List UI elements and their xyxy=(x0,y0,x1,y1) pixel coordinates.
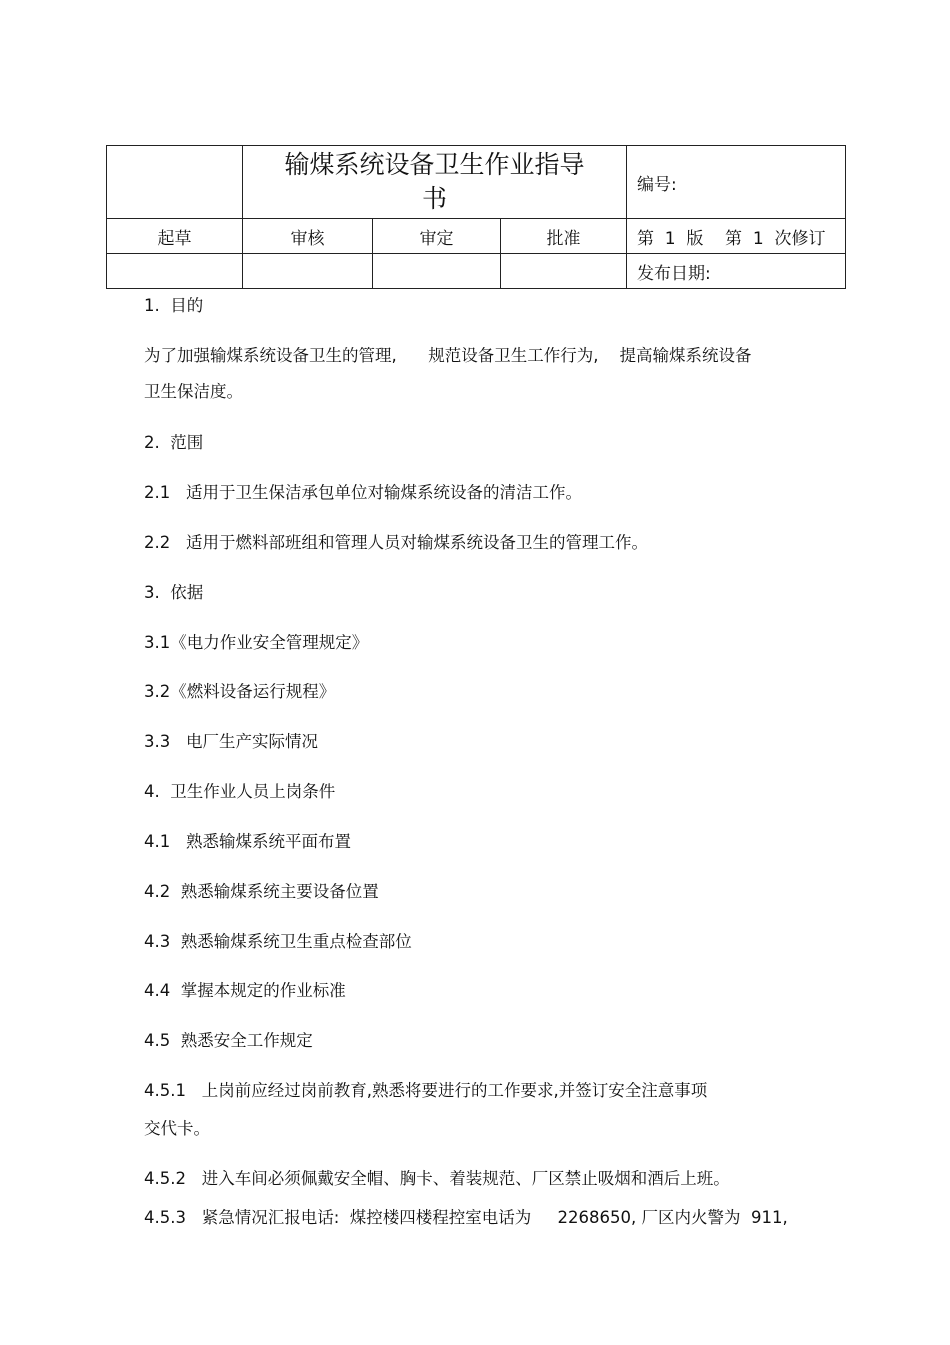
number-label: 编号: xyxy=(637,174,677,195)
role-approver: 批准 xyxy=(501,219,627,254)
body-line: 4.4 掌握本规定的作业标准 xyxy=(144,981,346,1000)
body-line: 4. 卫生作业人员上岗条件 xyxy=(144,782,336,801)
body-line: 3.3 电厂生产实际情况 xyxy=(144,732,318,751)
body-line: 4.5.3 紧急情况汇报电话: 煤控楼四楼程控室电话为 2268650, 厂区内火警为 911, xyxy=(144,1208,788,1227)
document-header-table xyxy=(106,145,846,289)
signature-approver xyxy=(501,254,627,289)
publish-date-cell xyxy=(627,254,846,289)
revision-cell xyxy=(627,219,846,254)
role-drafter: 起草 xyxy=(107,219,243,254)
body-line: 3.1《电力作业安全管理规定》 xyxy=(144,633,369,652)
signature-approver-check xyxy=(373,254,501,289)
body-line: 1. 目的 xyxy=(144,296,204,315)
role-reviewer: 审核 xyxy=(243,219,373,254)
signature-drafter xyxy=(107,254,243,289)
title-line-1: 输煤系统设备卫生作业指导 xyxy=(284,150,585,179)
body-line: 2.1 适用于卫生保洁承包单位对输煤系统设备的清洁工作。 xyxy=(144,483,582,502)
body-line: 4.5 熟悉安全工作规定 xyxy=(144,1031,313,1050)
body-line: 交代卡。 xyxy=(144,1119,210,1138)
body-line: 4.5.1 上岗前应经过岗前教育,熟悉将要进行的工作要求,并签订安全注意事项 xyxy=(144,1081,708,1100)
body-line: 4.5.2 进入车间必须佩戴安全帽、胸卡、着装规范、厂区禁止吸烟和酒后上班。 xyxy=(144,1169,730,1188)
document-number-cell xyxy=(627,146,846,219)
blank-logo-cell xyxy=(107,146,243,219)
body-line: 为了加强输煤系统设备卫生的管理, 规范设备卫生工作行为, 提高输煤系统设备 xyxy=(144,346,752,365)
body-line: 3. 依据 xyxy=(144,583,204,602)
body-line: 2.2 适用于燃料部班组和管理人员对输煤系统设备卫生的管理工作。 xyxy=(144,533,648,552)
body-line: 4.1 熟悉输煤系统平面布置 xyxy=(144,832,351,851)
body-line: 4.3 熟悉输煤系统卫生重点检查部位 xyxy=(144,932,412,951)
title-line-2: 书 xyxy=(421,184,447,213)
body-line: 4.2 熟悉输煤系统主要设备位置 xyxy=(144,882,379,901)
publish-date-label: 发布日期: xyxy=(637,263,711,284)
body-line: 3.2《燃料设备运行规程》 xyxy=(144,682,336,701)
signature-reviewer xyxy=(243,254,373,289)
body-line: 2. 范围 xyxy=(144,433,204,452)
body-line: 卫生保洁度。 xyxy=(144,382,243,401)
role-approver-check: 审定 xyxy=(373,219,501,254)
document-title xyxy=(243,146,627,219)
revision-text: 第 1 版 第 1 次修订 xyxy=(637,228,826,249)
